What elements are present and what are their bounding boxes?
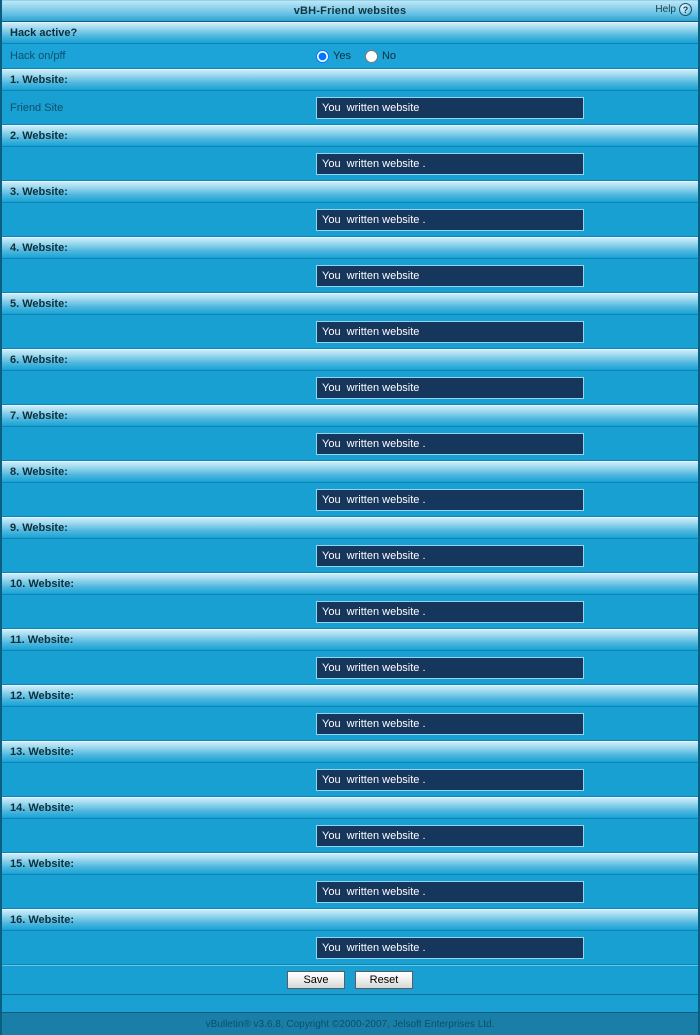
website-input[interactable]: [316, 825, 584, 847]
website-input-cell: [316, 433, 698, 455]
website-input[interactable]: [316, 321, 584, 343]
website-input-cell: [316, 321, 698, 343]
page-title: vBH-Friend websites: [293, 5, 407, 17]
website-row: [2, 931, 698, 965]
website-input-cell: [316, 825, 698, 847]
radio-input-no[interactable]: [365, 50, 378, 63]
website-input-cell: [316, 153, 698, 175]
website-input[interactable]: [316, 265, 584, 287]
section-header-website: [2, 69, 698, 91]
website-row: [2, 315, 698, 349]
website-input[interactable]: [316, 601, 584, 623]
section-header-website: [2, 517, 698, 539]
website-row: [2, 763, 698, 797]
website-input[interactable]: [316, 209, 584, 231]
section-header-label: 14. Website:: [10, 802, 74, 814]
website-row: [2, 483, 698, 517]
website-row: [2, 707, 698, 741]
website-input[interactable]: [316, 377, 584, 399]
website-row: [2, 203, 698, 237]
website-input[interactable]: [316, 489, 584, 511]
section-header-label: 4. Website:: [10, 242, 68, 254]
section-header-label: 13. Website:: [10, 746, 74, 758]
reset-button[interactable]: Reset: [355, 971, 413, 989]
website-input[interactable]: [316, 881, 584, 903]
section-header-label: 3. Website:: [10, 186, 68, 198]
website-row: [2, 371, 698, 405]
section-header-website: [2, 909, 698, 931]
website-row: [2, 539, 698, 573]
website-row: [2, 595, 698, 629]
section-header-label: 11. Website:: [10, 634, 74, 646]
question-mark-icon[interactable]: ?: [679, 3, 692, 16]
website-row: [2, 427, 698, 461]
website-row: [2, 259, 698, 293]
radio-option-no[interactable]: [365, 50, 396, 63]
section-header-label: 16. Website:: [10, 914, 74, 926]
bottom-spacer: [2, 995, 698, 1001]
section-header-website: [2, 573, 698, 595]
copyright-footer: [2, 1012, 698, 1035]
website-rows-container: [2, 69, 698, 965]
radio-option-yes[interactable]: [316, 50, 351, 63]
website-input-cell: [316, 489, 698, 511]
section-header-label: 12. Website:: [10, 690, 74, 702]
section-header-label: 9. Website:: [10, 522, 68, 534]
section-header-label: 10. Website:: [10, 578, 74, 590]
website-row: [2, 147, 698, 181]
website-row: [2, 819, 698, 853]
website-input-cell: [316, 881, 698, 903]
section-header-website: [2, 293, 698, 315]
copyright-text: vBulletin® v3.6.8, Copyright ©2000-2007, Jelsoft Enterprises Ltd.: [205, 1018, 495, 1030]
section-header-website: [2, 181, 698, 203]
section-header-website: [2, 461, 698, 483]
section-header-label: 15. Website:: [10, 858, 74, 870]
radio-label-yes: Yes: [333, 50, 351, 62]
section-header-label: Hack active?: [10, 27, 78, 39]
help-link[interactable]: [655, 3, 692, 16]
section-header-website: [2, 629, 698, 651]
section-header-website: [2, 237, 698, 259]
section-header-label: 5. Website:: [10, 298, 68, 310]
website-input-cell: [316, 657, 698, 679]
website-row: [2, 651, 698, 685]
form-actions: [2, 965, 698, 995]
section-header-label: 2. Website:: [10, 130, 68, 142]
section-header-label: 7. Website:: [10, 410, 68, 422]
section-header-website: [2, 349, 698, 371]
website-input-cell: [316, 713, 698, 735]
website-input-cell: [316, 545, 698, 567]
section-header-website: [2, 405, 698, 427]
website-row: [2, 875, 698, 909]
website-input[interactable]: [316, 937, 584, 959]
section-header-website: [2, 125, 698, 147]
section-header-hack-active: [2, 22, 698, 44]
website-input-cell: [316, 769, 698, 791]
section-header-label: 6. Website:: [10, 354, 68, 366]
website-input[interactable]: [316, 433, 584, 455]
section-header-label: 8. Website:: [10, 466, 68, 478]
website-input-cell: [316, 265, 698, 287]
hack-toggle-label: Hack on/pff: [10, 50, 66, 62]
section-header-label: 1. Website:: [10, 74, 68, 86]
website-row: [2, 91, 698, 125]
website-input[interactable]: [316, 713, 584, 735]
website-input[interactable]: [316, 657, 584, 679]
section-header-website: [2, 741, 698, 763]
section-header-website: [2, 853, 698, 875]
website-input-cell: [316, 601, 698, 623]
hack-toggle-row: [2, 44, 698, 69]
website-input-cell: [316, 209, 698, 231]
website-input[interactable]: [316, 769, 584, 791]
section-header-website: [2, 685, 698, 707]
save-button[interactable]: Save: [287, 971, 345, 989]
radio-label-no: No: [381, 50, 397, 62]
website-input-cell: [316, 377, 698, 399]
website-input[interactable]: [316, 153, 584, 175]
website-input[interactable]: [316, 545, 584, 567]
radio-input-yes[interactable]: [316, 50, 329, 63]
website-input[interactable]: [316, 97, 584, 119]
hack-toggle-radio-group[interactable]: [316, 50, 396, 63]
website-input-cell: [316, 97, 698, 119]
website-row-label: Friend Site: [10, 101, 64, 114]
website-input-cell: [316, 937, 698, 959]
window-title-bar: [2, 0, 698, 22]
help-label: Help: [655, 4, 676, 15]
section-header-website: [2, 797, 698, 819]
